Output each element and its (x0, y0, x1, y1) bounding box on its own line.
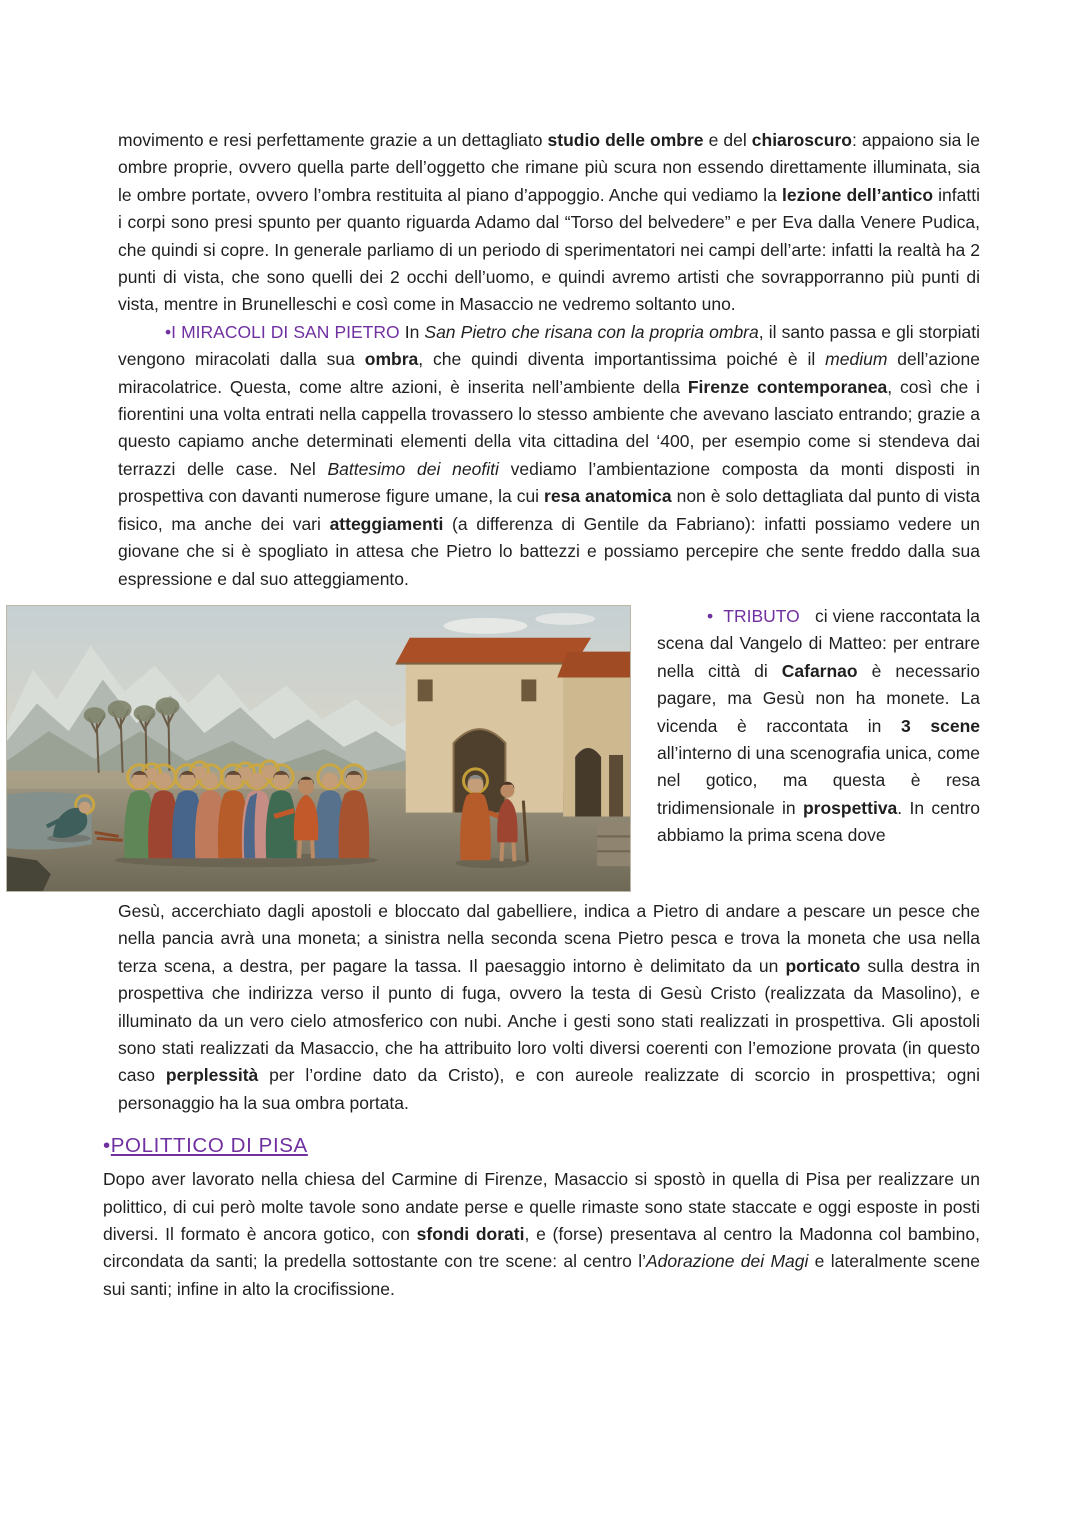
heading-polittico-di-pisa: •POLITTICO DI PISA (103, 1134, 308, 1158)
para-studio-ombre: movimento e resi perfettamente grazie a un dettagliato studio delle ombre e del chiaroscuro: appaiono sia le ombre proprie, ovvero quella parte dell’oggetto che rimane più scura non essendo direttamente illuminata, sia le ombre portate, ovvero l’ombra restituita al piano d’appoggio. Anche qui vediamo la lezione dell’antico infatti i corpi sono presi spunto per quanto riguarda Adamo dal “Torso del belvedere” e per Eva dalla Venere Pudica, che quindi si copre. In generale parliamo di un periodo di sperimentatori nei campi dell’arte: infatti la realtà ha 2 punti di vista, che sono quelli dei 2 occhi dell’uomo, e quindi avremo artisti che sovrapporranno più punti di vista, mentre in Brunelleschi e così come in Masaccio ne vedremo soltanto uno. (118, 130, 980, 315)
document-content (103, 127, 980, 1303)
para-tributo-continuation: Gesù, accerchiato dagli apostoli e bloccato dal gabelliere, indica a Pietro di andare a pescare un pesce che nella pancia avrà una moneta; a sinistra nella seconda scena Pietro pesca e trova la moneta che usa nella terza scena, a destra, per pagare la tassa. Il paesaggio intorno è delimitato da un porticato sulla destra in prospettiva che indirizza verso il punto di fuga, ovvero la testa di Gesù Cristo (realizzata da Masolino), e illuminato da un vero cielo atmosferico con nubi. Anche i gesti sono stati realizzati in prospettiva. Gli apostoli sono stati realizzati da Masaccio, che ha attribuito loro volti diversi coerenti con l’emozione provata (in questo caso perplessità per l’ordine dato da Cristo), e con aureole realizzate di scorcio in prospettiva; ogni personaggio ha la sua ombra portata. (118, 900, 980, 1113)
para-polittico-di-pisa: Dopo aver lavorato nella chiesa del Carmine di Firenze, Masaccio si spostò in quella di Pisa per realizzare un polittico, di cui però molte tavole sono andate perse e quelle rimaste sono state staccate e oggi esposte in posti diversi. Il formato è ancora gotico, con sfondi dorati, e (forse) presentava al centro la Madonna col bambino, circondata da santi; la predella sottostante con tre scene: al centro l’Adorazione dei Magi e lateralmente scene sui santi; infine in alto la crocifissione. (103, 1169, 981, 1299)
para-miracoli-san-pietro: •I MIRACOLI DI SAN PIETRO In San Pietro che risana con la propria ombra, il santo passa e gli storpiati vengono miracolati dalla sua ombra, che quindi diventa importantissima poiché è il medium dell’azione miracolatrice. Questa, come altre azioni, è inserita nell’ambiente della Firenze contemporanea, così che i fiorentini una volta entrati nella cappella trovassero lo stesso ambiente che avevano lasciato entrando; grazie a questo capiamo anche determinati elementi della vita cittadina del ‘400, per esempio come si stendeva dai terrazzi delle case. Nel Battesimo dei neofiti vediamo l’ambientazione composta da monti disposti in prospettiva con davanti numerose figure umane, la cui resa anatomica non è solo dettagliata dal punto di vista fisico, ma anche dei vari atteggiamenti (a differenza di Gentile da Fabriano): infatti possiamo vedere un giovane che si è spogliato in attesa che Pietro lo battezzi e possiamo percepire che sente freddo dalla sua espressione e dal suo atteggiamento. (118, 321, 980, 589)
fresco-illustration (7, 606, 630, 891)
tribute-money-fresco-image (6, 605, 631, 892)
tributo-section (103, 603, 980, 1117)
para-tributo: • TRIBUTO ci viene raccontata la scena dal Vangelo di Matteo: per entrare nella città di Cafarnao è necessario pagare, ma Gesù non ha monete. La vicenda è raccontata in 3 scene all’interno di una scenografia unica, come nel gotico, ma questa è resa tridimensionale in prospettiva. In centro abbiamo la prima scena dove (657, 605, 981, 846)
